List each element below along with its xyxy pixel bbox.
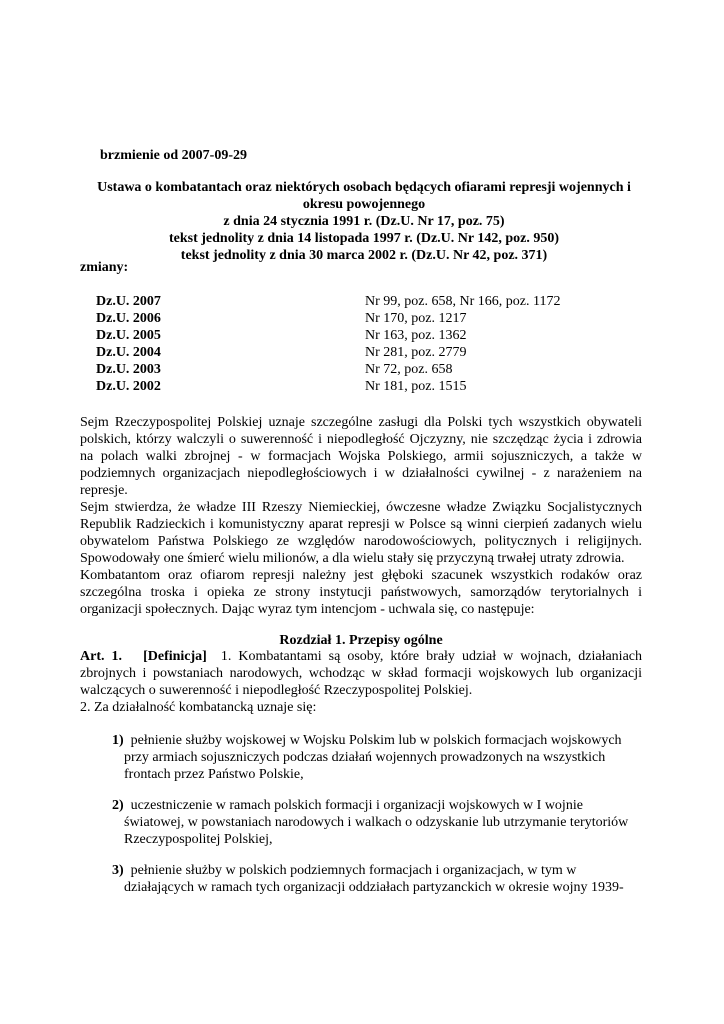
text-line: obywatelom Państwa Polskiego ze względów narodowościowych, politycznych i religijnych. <box>80 534 642 549</box>
item-number: 2) <box>112 798 124 813</box>
text-line: Kombatantom oraz ofiarom represji należny jest głęboki szacunek wszystkich rodaków oraz <box>80 568 642 583</box>
amendment-refs: Nr 72, poz. 658 <box>365 362 453 377</box>
text-line: organizacji społecznych. Dając wyraz tym intencjom - uchwala się, co następuje: <box>80 602 535 617</box>
amendment-refs: Nr 163, poz. 1362 <box>365 328 467 343</box>
amendment-row <box>96 310 616 327</box>
text-line: Republik Radzieckich i komunistyczny aparat represji w Polsce są winni cierpień zadanych wielu <box>80 517 642 532</box>
act-title-line: Ustawa o kombatantach oraz niektórych osobach będących ofiarami represji wojennych i <box>97 180 631 195</box>
amendment-row <box>96 378 616 395</box>
text-line <box>80 648 642 665</box>
text-line <box>112 862 642 879</box>
item-number: 3) <box>112 863 124 878</box>
text-line: polskich, którzy walczyli o suwerenność i niepodległość Ojczyzny, nie szczędząc życia i zdrowia <box>80 432 642 447</box>
text-line: podziemnych organizacjach niepodległościowych i w działalności cywilnej - z narażeniem na <box>80 466 642 481</box>
amendment-journal: Dz.U. 2006 <box>96 311 161 326</box>
article-paragraph <box>80 648 642 699</box>
consolidated-text-line: tekst jednolity z dnia 30 marca 2002 r. (Dz.U. Nr 42, poz. 371) <box>180 248 548 263</box>
text-line: szczególna troska i opieka ze strony instytucji państwowych, samorządów terytorialnych i <box>80 585 642 600</box>
amendment-refs: Nr 281, poz. 2779 <box>365 345 467 360</box>
chapter-title: Rozdział 1. Przepisy ogólne <box>279 633 443 648</box>
amendment-refs: Nr 99, poz. 658, Nr 166, poz. 1172 <box>365 294 561 309</box>
list-item <box>112 797 642 848</box>
item-text: pełnienie służby w polskich podziemnych formacjach i organizacjach, w tym w <box>130 863 577 878</box>
preamble <box>80 414 642 618</box>
text-line: Sejm Rzeczypospolitej Polskiej uznaje szczególne zasługi dla Polski tych wszystkich obywateli <box>80 415 642 430</box>
text-line <box>112 732 642 749</box>
amendment-row <box>96 361 616 378</box>
text-line: represje. <box>80 483 128 498</box>
amendments-label: zmiany: <box>80 260 129 275</box>
text-line: działających w ramach tych organizacji oddziałach partyzanckich w okresie wojny 1939- <box>124 880 624 895</box>
item-text: uczestniczenie w ramach polskich formacji i organizacji wojskowych w I wojnie <box>130 798 583 813</box>
text-line: światowej, w powstaniach narodowych i walkach o odzyskanie lub utrzymanie terytoriów <box>124 815 629 830</box>
amendments-table <box>96 293 616 395</box>
list-item <box>112 732 642 783</box>
amendment-row <box>96 293 616 310</box>
text-line: przy armiach sojuszniczych podczas działań wojennych prowadzonych na wszystkich <box>124 750 606 765</box>
amendment-refs: Nr 170, poz. 1217 <box>365 311 467 326</box>
amendment-journal: Dz.U. 2002 <box>96 379 161 394</box>
amendment-journal: Dz.U. 2004 <box>96 345 161 360</box>
preamble-paragraph <box>80 414 642 499</box>
preamble-paragraph <box>80 567 642 618</box>
text-line: zbrojnych i powstaniach narodowych, wchodząc w skład formacji wojskowych lub organizacji <box>80 666 642 681</box>
text-line: frontach przez Państwo Polskie, <box>124 767 304 782</box>
preamble-paragraph <box>80 499 642 567</box>
article-heading: [Definicja] <box>143 649 207 664</box>
amendment-journal: Dz.U. 2005 <box>96 328 161 343</box>
amendment-refs: Nr 181, poz. 1515 <box>365 379 467 394</box>
list-item <box>112 862 642 896</box>
act-title-block <box>80 179 648 264</box>
act-title-line: okresu powojennego <box>302 197 426 212</box>
item-number: 1) <box>112 733 124 748</box>
text-line: na polach walki zbrojnej - w formacjach Wojska Polskiego, armii sojuszniczych, a także w <box>80 449 642 464</box>
item-text: pełnienie służby wojskowej w Wojsku Polskim lub w polskich formacjach wojskowych <box>130 733 622 748</box>
text-line <box>112 797 642 814</box>
amendment-journal: Dz.U. 2003 <box>96 362 161 377</box>
article-1 <box>80 648 642 716</box>
article-label: Art. 1. <box>80 649 123 664</box>
text-line: Sejm stwierdza, że władze III Rzeszy Niemieckiej, ówczesne władze Związku Socjalistycznych <box>80 500 642 515</box>
amendment-row <box>96 327 616 344</box>
amendment-row <box>96 344 616 361</box>
article-paragraph: 2. Za działalność kombatancką uznaje się: <box>80 700 317 715</box>
consolidated-text-line: tekst jednolity z dnia 14 listopada 1997 r. (Dz.U. Nr 142, poz. 950) <box>168 231 560 246</box>
version-date: brzmienie od 2007-09-29 <box>100 148 247 163</box>
text-line: Rzeczypospolitej Polskiej, <box>124 832 273 847</box>
text-line: walczących o suwerenność i niepodległość Rzeczypospolitej Polskiej. <box>80 683 473 698</box>
article-text: 1. Kombatantami są osoby, które brały udział w wojnach, działaniach <box>220 649 642 664</box>
text-line: Spowodowały one śmierć wielu milionów, a dla wielu stały się przyczyną trwałej utraty zdrowia. <box>80 551 625 566</box>
act-date-line: z dnia 24 stycznia 1991 r. (Dz.U. Nr 17, poz. 75) <box>223 214 505 229</box>
amendment-journal: Dz.U. 2007 <box>96 294 161 309</box>
